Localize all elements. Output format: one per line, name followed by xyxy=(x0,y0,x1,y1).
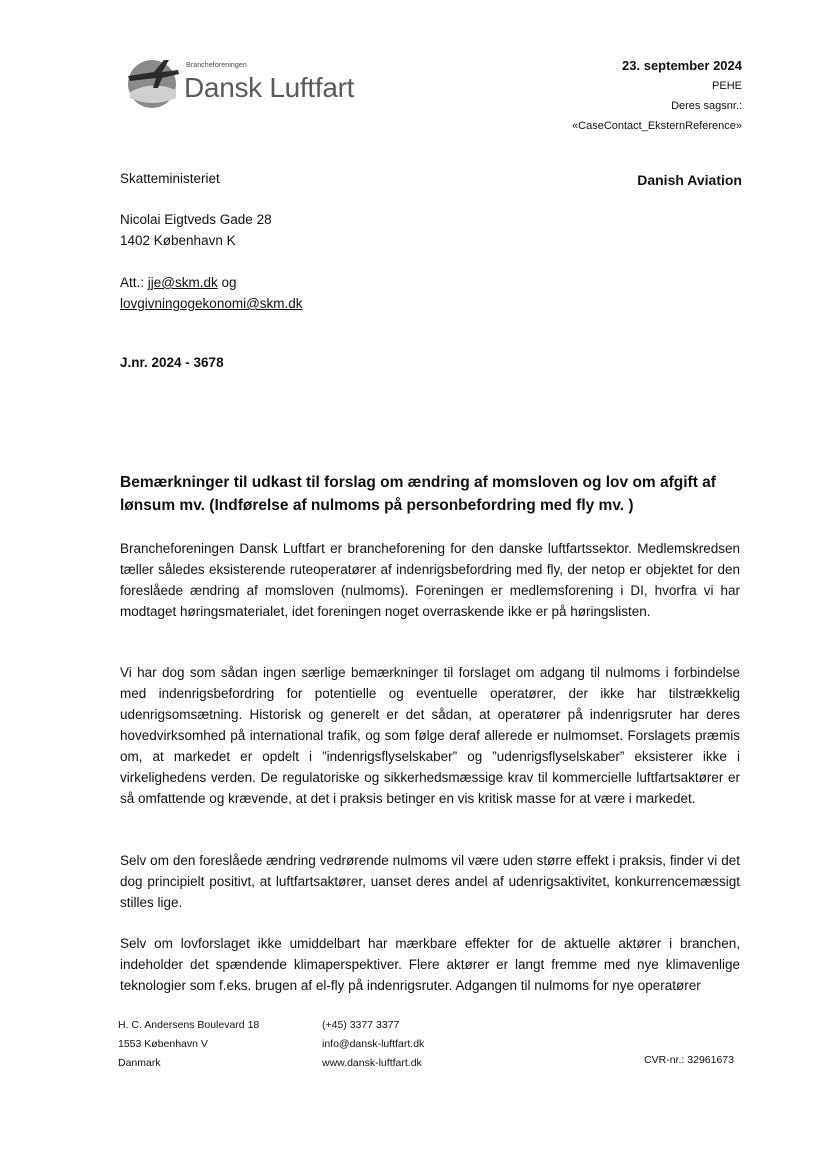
body-paragraph: Brancheforeningen Dansk Luftfart er brancheforening for den danske luftfartssektor. Medlemskredsen tæller således eksisterende ruteoperatører af indenrigsbefordring med fly, der netop er objektet for den foreslåede ændring af momsloven (nulmoms). Foreningen er medlemsforening i DI, hvorfra vi har modtaget høringsmaterialet, idet foreningen noget overraskende ikke er på høringslisten. xyxy=(120,541,740,619)
recipient-address xyxy=(120,209,272,251)
logo-title: Dansk Luftfart xyxy=(184,72,355,103)
footer-address-line: Danmark xyxy=(118,1057,161,1069)
reference-value: «CaseContact_EksternReference» xyxy=(572,120,742,132)
attention-block xyxy=(120,272,303,314)
logo-subtitle: Brancheforeningen xyxy=(186,62,247,69)
letter-date: 23. september 2024 xyxy=(622,58,742,73)
footer-address-line: H. C. Andersens Boulevard 18 xyxy=(118,1019,260,1031)
letter-header-info xyxy=(572,56,742,136)
company-logo xyxy=(124,52,394,112)
footer-address-line: 1553 København V xyxy=(118,1038,208,1050)
recipient-name: Skatteministeriet xyxy=(120,171,220,186)
letter-subject: Bemærkninger til udkast til forslag om ændring af momsloven og lov om afgift af lønsum mv. (Indførelse af nulmoms på personbefordring med fly mv. ) xyxy=(120,474,716,514)
recipient-street: Nicolai Eigtveds Gade 28 xyxy=(120,212,272,227)
reference-label: Deres sagsnr.: xyxy=(671,100,742,112)
att-joiner: og xyxy=(217,275,237,290)
email-link-2[interactable]: lovgivningogekonomi@skm.dk xyxy=(120,296,303,311)
footer-contact xyxy=(322,1016,424,1073)
journal-number: J.nr. 2024 - 3678 xyxy=(120,355,224,370)
recipient-city: 1402 København K xyxy=(120,233,236,248)
airplane-globe-icon xyxy=(124,54,180,110)
footer-website[interactable]: www.dansk-luftfart.dk xyxy=(322,1057,422,1069)
email-link-1[interactable]: jje@skm.dk xyxy=(147,275,218,290)
footer-cvr: CVR-nr.: 32961673 xyxy=(644,1054,734,1066)
sender-initials: PEHE xyxy=(712,80,742,92)
body-paragraph: Selv om den foreslåede ændring vedrørende nulmoms vil være uden større effekt i praksis, finder vi det dog principielt positivt, at luftfartsaktører, uanset deres andel af udenrigsaktivitet, konkurrencemæssigt stilles lige. xyxy=(120,853,740,910)
footer-phone: (+45) 3377 3377 xyxy=(322,1019,400,1031)
att-prefix: Att.: xyxy=(120,275,148,290)
footer-address xyxy=(118,1016,259,1073)
body-paragraph: Vi har dog som sådan ingen særlige bemærkninger til forslaget om adgang til nulmoms i forbindelse med indenrigsbefordring for potentielle og eventuelle operatører, der ikke har tilstrækkelig udenrigsomsætning. Historisk og generelt er det sådan, at operatører på indenrigsruter har deres hovedvirksomhed på international trafik, og som følge deraf allerede er nulmomset. Forslagets præmis om, at markedet er opdelt i ”indenrigsflyselskaber” og ”udenrigsflyselskaber” eksisterer ikke i virkelighedens verden. De regulatoriske og sikkerhedsmæssige krav til kommercielle luftfartsaktører er så omfattende og krævende, at det i praksis betinger en vis kritisk masse for at være i markedet. xyxy=(120,665,740,806)
organization-name: Danish Aviation xyxy=(637,172,742,188)
footer-email[interactable]: info@dansk-luftfart.dk xyxy=(322,1038,425,1050)
body-paragraph: Selv om lovforslaget ikke umiddelbart har mærkbare effekter for de aktuelle aktører i branchen, indeholder det spændende klimaperspektiver. Flere aktører er langt fremme med nye klimavenlige teknologier som f.eks. brugen af el-fly på indenrigsruter. Adgangen til nulmoms for nye operatører xyxy=(120,936,740,993)
